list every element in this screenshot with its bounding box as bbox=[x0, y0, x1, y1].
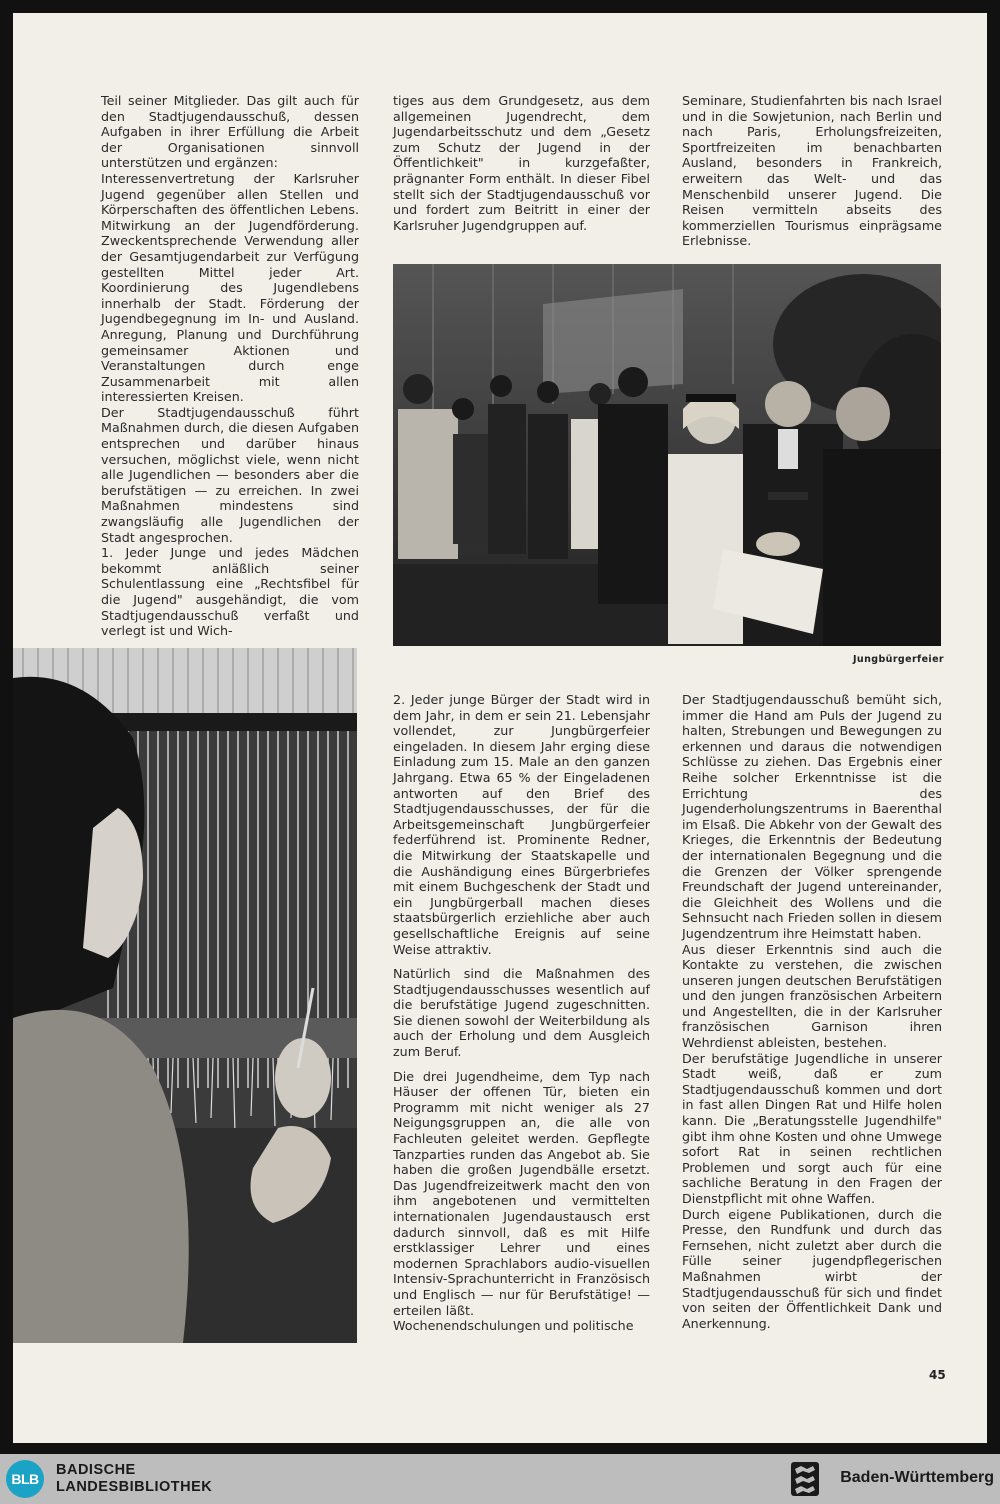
blb-logo[interactable]: BLB bbox=[6, 1460, 44, 1498]
paragraph: Wochenendschulungen und politische bbox=[393, 1318, 634, 1334]
library-name[interactable] bbox=[56, 1462, 212, 1496]
ceremony-photo bbox=[393, 264, 941, 646]
paragraph: Die drei Jugendheime, dem Typ nach Häuser der offenen Tür, bieten ein Programm mit nicht weniger als 27 Neigungsgruppen an, die alle von Fachleuten geleitet werden. Gepflegte Tanzparties runden das Angebot ab. Sie haben die großen Jugendbälle ersetzt. Das Jugendfreizeitwerk macht den von ihm angebotenen und vermittelten internationalen Jugendaustausch erst dadurch sinnvoll, daß es mit Hilfe erstklassiger Lehrer und eines modernen Sprachlabors audio-visuellen Intensiv-Sprachunterricht in Französisch und Englisch — nur für Berufstätige! — erteilen läßt. bbox=[393, 1068, 650, 1318]
paragraph: 1. Jeder Junge und jedes Mädchen bekommt anläßlich seiner Schulentlassung eine „Rechtsfibel für die Jugend" ausgehändigt, die vom Stadtjugendausschuß verfaßt und verlegt ist und Wich- bbox=[101, 545, 359, 639]
state-name[interactable]: Baden-Württemberg bbox=[840, 1469, 994, 1486]
weaving-photo bbox=[13, 648, 357, 1343]
library-footer bbox=[0, 1454, 1000, 1504]
weaving-photo-image bbox=[13, 648, 357, 1343]
paragraph: Teil seiner Mitglieder. Das gilt auch für den Stadtjugendausschuß, dessen Aufgaben in ihrer Erfüllung die Arbeit der Organisationen sinnvoll unterstützen und ergänzen: bbox=[101, 93, 359, 171]
column-1-text bbox=[101, 93, 359, 639]
column-2-bottom-text bbox=[393, 692, 650, 1334]
paragraph: Seminare, Studienfahrten bis nach Israel und in die Sowjetunion, nach Berlin und nach Paris, Erholungsfreizeiten, Sportfreizeiten im benachbarten Ausland, besonders in Frankreich, erweitern das Welt- und das Menschenbild unserer Jugend. Die Reisen vermitteln abseits des kommerziellen Tourismus einprägsame Erlebnisse. bbox=[682, 93, 942, 249]
column-3-bottom-text bbox=[682, 692, 942, 1331]
paragraph: Aus dieser Erkenntnis sind auch die Kontakte zu verstehen, die zwischen unseren jungen deutschen Berufstätigen und den jungen französischen Arbeitern und Angestellten, die in der Karlsruher französischen Garnison ihren Wehrdienst ableisten, bestehen. bbox=[682, 941, 942, 1051]
column-3-top-text bbox=[682, 93, 942, 249]
paragraph: Der Stadtjugendausschuß bemüht sich, immer die Hand am Puls der Jugend zu halten, Strebungen und Bewegungen zu erkennen und daraus die notwendigen Schlüsse zu ziehen. Das Ergebnis einer Reihe solcher Erkenntnisse ist die Errichtung des Jugenderholungszentrums in Baerenthal im Elsaß. Die Abkehr von der Gewalt des Krieges, die Erkenntnis der Bedeutung der internationalen Begegnung und die die Grenzen der Völker sprengende Freundschaft der Jugend untereinander, die Gleichheit des Wollens und die Sehnsucht nach Frieden sollen in diesem Jugendzentrum ihre Heimstatt haben. bbox=[682, 692, 942, 941]
column-2-top-text bbox=[393, 93, 650, 233]
magazine-page bbox=[13, 13, 987, 1443]
paragraph: Durch eigene Publikationen, durch die Presse, den Rundfunk und durch das Fernsehen, nicht zuletzt aber durch die Fülle seiner jugendpflegerischen Maßnahmen wirbt der Stadtjugendausschuß für sich und findet von seiten der Öffentlichkeit Dank und Anerkennung. bbox=[682, 1206, 942, 1331]
photo-caption: Jungbürgerfeier bbox=[853, 654, 944, 665]
paragraph: 2. Jeder junge Bürger der Stadt wird in dem Jahr, in dem er sein 21. Lebensjahr vollendet, zur Jungbürgerfeier eingeladen. In diesem Jahr erging diese Einladung zum 15. Male an den ganzen Jahrgang. Etwa 65 % der Eingeladenen antworten auf den Brief des Stadtjugendausschusses, der für die Arbeitsgemeinschaft Jungbürgerfeier federführend ist. Prominente Redner, die Mitwirkung der Staatskapelle und die Aushändigung eines Bürgerbriefes mit einem Buchgeschenk der Stadt und ein Jungbürgerball machen dieses staatsbürgerlich erziehliche aber auch gesellschaftliche Ereignis auf seine Weise attraktiv. bbox=[393, 692, 650, 957]
library-name-line1: BADISCHE bbox=[56, 1462, 136, 1478]
paragraph: tiges aus dem Grundgesetz, aus dem allgemeinen Jugendrecht, dem Jugendarbeitsschutz und dem „Gesetz zum Schutz der Jugend in der Öffentlichkeit" in kurzgefaßter, prägnanter Form enthält. In dieser Fibel stellt sich der Stadtjugendausschuß vor und fordert zum Beitritt in einer der Karlsruher Jugendgruppen auf. bbox=[393, 93, 650, 233]
paragraph: Natürlich sind die Maßnahmen des Stadtjugendausschusses wesentlich auf die berufstätige Jugend zugeschnitten. Sie dienen sowohl der Weiterbildung als auch der Erholung und dem Ausgleich zum Beruf. bbox=[393, 966, 650, 1060]
library-name-line2: LANDESBIBLIOTHEK bbox=[56, 1479, 213, 1495]
paragraph: Der berufstätige Jugendliche in unserer Stadt weiß, daß er zum Stadtjugendausschuß kommen und dort in fast allen Dingen Rat und Hilfe holen kann. Die „Beratungsstelle Jugendhilfe" gibt ihm ohne Kosten und ohne Umwege sofort Rat in seinen rechtlichen Problemen und sorgt auch für eine sachliche Beratung in den Fragen der Dienstpflicht mit ohne Waffen. bbox=[682, 1050, 942, 1206]
baden-wuerttemberg-crest-icon bbox=[787, 1460, 823, 1498]
page-number: 45 bbox=[929, 1368, 946, 1382]
ceremony-photo-image bbox=[393, 264, 941, 646]
paragraph: Der Stadtjugendausschuß führt Maßnahmen durch, die diesen Aufgaben entsprechen und darüber hinaus versuchen, möglichst viele, wenn nicht alle Jugendlichen — besonders aber die berufstätigen — zu erreichen. In zwei Maßnahmen mindestens sind zwangsläufig alle Jugendlichen der Stadt angesprochen. bbox=[101, 404, 359, 545]
paragraph: Interessenvertretung der Karlsruher Jugend gegenüber allen Stellen und Körperschaften des öffentlichen Lebens. Mitwirkung an der Jugendförderung. Zweckentsprechende Verwendung aller der Gesamtjugendarbeit zur Verfügung gestellten Mittel jeder Art. Koordinierung des Jugendlebens innerhalb der Stadt. Förderung der Jugendbegegnung im In- und Ausland. Anregung, Planung und Durchführung gemeinsamer Aktionen und Veranstaltungen durch enge Zusammenarbeit mit allen interessierten Kreisen. bbox=[101, 170, 359, 405]
